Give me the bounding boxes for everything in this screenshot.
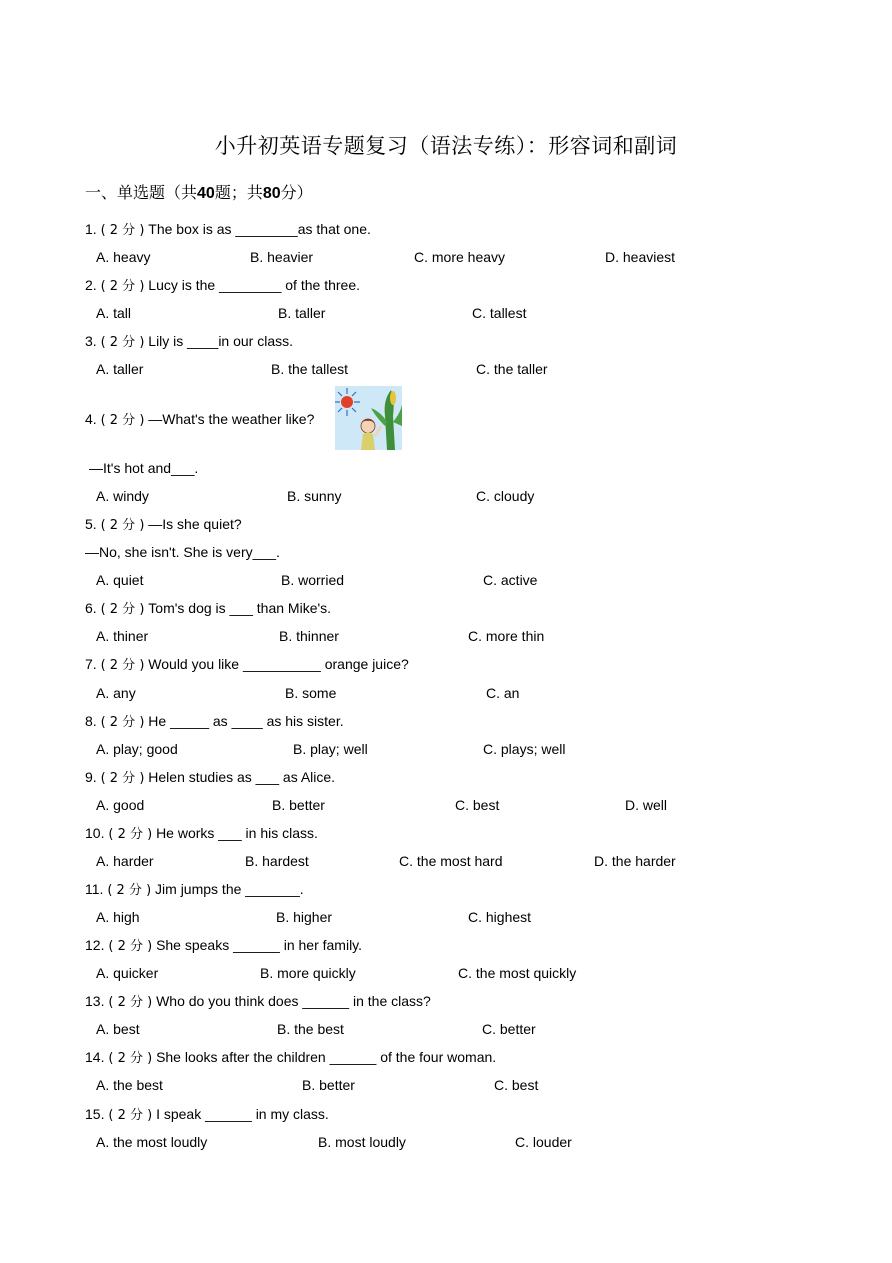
option-b[interactable]: B. more quickly [260,965,356,981]
option-c[interactable]: C. active [483,572,538,588]
sunny-weather-illustration [335,386,402,450]
question-points: ( 2 分 ) [100,602,145,617]
question-15 [85,1105,329,1125]
question-text: I speak ______ in my class. [156,1106,329,1122]
section-middle: 题；共 [214,183,263,202]
question-12 [85,936,362,956]
option-a[interactable]: A. any [96,685,136,701]
question-points: ( 2 分 ) [108,1051,153,1066]
option-c[interactable]: C. cloudy [476,488,535,504]
option-b[interactable]: B. worried [281,572,345,588]
option-c[interactable]: C. best [494,1077,539,1093]
question-points: ( 2 分 ) [100,715,145,730]
question-3 [85,332,293,352]
option-a[interactable]: A. windy [96,488,149,504]
question-number: 7. [85,656,97,672]
option-a[interactable]: A. tall [96,305,132,321]
question-11 [85,880,304,900]
option-c[interactable]: C. the most quickly [458,965,577,981]
question-4-continuation: —It's hot and___. [89,460,199,476]
question-10 [85,824,318,844]
question-9 [85,768,335,788]
option-c[interactable]: C. tallest [472,305,527,321]
question-points: ( 2 分 ) [100,223,145,238]
question-5-continuation: —No, she isn't. She is very___. [85,544,280,560]
option-c[interactable]: C. more thin [468,628,545,644]
question-points: ( 2 分 ) [108,827,153,842]
option-b[interactable]: B. hardest [245,853,309,869]
question-text: She speaks ______ in her family. [156,937,363,953]
question-number: 6. [85,600,97,616]
section-prefix: 一、单选题（共 [85,183,198,202]
question-points: ( 2 分 ) [100,658,145,673]
question-text: Helen studies as ___ as Alice. [148,769,336,785]
option-c[interactable]: C. plays; well [483,741,566,757]
option-a[interactable]: A. thiner [96,628,149,644]
question-5 [85,515,242,535]
question-text: Tom's dog is ___ than Mike's. [148,600,332,616]
question-text: Lily is ____in our class. [148,333,294,349]
section-heading [85,180,313,203]
option-b[interactable]: B. heavier [250,249,314,265]
option-b[interactable]: B. sunny [287,488,342,504]
section-points: 80 [262,185,281,202]
question-number: 3. [85,333,97,349]
question-points: ( 2 分 ) [108,995,153,1010]
question-number: 15. [85,1106,105,1122]
option-b[interactable]: B. the tallest [271,361,349,377]
question-text: —Is she quiet? [148,516,242,532]
option-a[interactable]: A. quiet [96,572,144,588]
question-6 [85,599,331,619]
option-b[interactable]: B. taller [278,305,326,321]
section-count: 40 [197,185,215,202]
question-4 [85,410,314,430]
option-a[interactable]: A. the best [96,1077,163,1093]
option-c[interactable]: C. the taller [476,361,548,377]
question-points: ( 2 分 ) [108,1108,153,1123]
question-number: 2. [85,277,97,293]
section-suffix: 分） [280,183,313,202]
question-number: 11. [85,881,104,897]
question-number: 14. [85,1049,105,1065]
question-8 [85,712,344,732]
question-points: ( 2 分 ) [100,771,145,786]
question-number: 10. [85,825,105,841]
question-number: 4. [85,411,97,427]
option-a[interactable]: A. taller [96,361,144,377]
option-c[interactable]: C. best [455,797,500,813]
option-a[interactable]: A. harder [96,853,154,869]
question-points: ( 2 分 ) [108,939,153,954]
question-text: Lucy is the ________ of the three. [148,277,360,293]
option-c[interactable]: C. more heavy [414,249,506,265]
question-1 [85,220,371,240]
question-points: ( 2 分 ) [100,518,145,533]
option-b[interactable]: B. play; well [293,741,368,757]
option-b[interactable]: B. better [302,1077,355,1093]
option-c[interactable]: C. louder [515,1134,572,1150]
question-text: —What's the weather like? [148,411,315,427]
option-b[interactable]: B. thinner [279,628,339,644]
question-points: ( 2 分 ) [100,413,145,428]
question-number: 5. [85,516,97,532]
option-a[interactable]: A. play; good [96,741,178,757]
question-13 [85,992,431,1012]
option-a[interactable]: A. high [96,909,140,925]
option-a[interactable]: A. good [96,797,145,813]
option-a[interactable]: A. heavy [96,249,151,265]
option-c[interactable]: C. highest [468,909,532,925]
page-title: 小升初英语专题复习（语法专练）：形容词和副词 [214,134,678,158]
option-c[interactable]: C. the most hard [399,853,503,869]
question-number: 13. [85,993,105,1009]
option-b[interactable]: B. better [272,797,325,813]
question-points: ( 2 分 ) [100,279,145,294]
option-d[interactable]: D. well [625,797,668,813]
question-number: 8. [85,713,97,729]
question-14 [85,1048,496,1068]
question-2 [85,276,360,296]
option-a[interactable]: A. the most loudly [96,1134,208,1150]
question-text: Who do you think does ______ in the class? [156,993,431,1009]
option-c[interactable]: C. an [486,685,520,701]
question-number: 9. [85,769,97,785]
option-d[interactable]: D. the harder [594,853,676,869]
option-d[interactable]: D. heaviest [605,249,676,265]
question-text: The box is as ________as that one. [148,221,371,237]
question-text: He _____ as ____ as his sister. [148,713,344,729]
question-points: ( 2 分 ) [107,883,152,898]
option-b[interactable]: B. higher [276,909,333,925]
option-a[interactable]: A. best [96,1021,140,1037]
question-7 [85,655,409,675]
question-text: She looks after the children ______ of the four woman. [156,1049,497,1065]
question-text: Jim jumps the _______. [155,881,304,897]
question-number: 1. [85,221,97,237]
option-b[interactable]: B. the best [277,1021,344,1037]
option-a[interactable]: A. quicker [96,965,159,981]
option-b[interactable]: B. some [285,685,337,701]
question-points: ( 2 分 ) [100,335,145,350]
option-c[interactable]: C. better [482,1021,536,1037]
question-text: Would you like __________ orange juice? [148,656,409,672]
question-number: 12. [85,937,105,953]
question-text: He works ___ in his class. [156,825,318,841]
option-b[interactable]: B. most loudly [318,1134,406,1150]
